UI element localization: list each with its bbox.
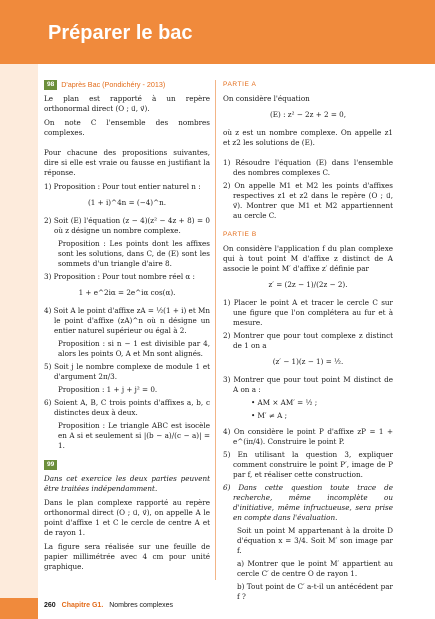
ex98-q1-formula: (1 + i)^4n = (−4)^n. bbox=[87, 198, 167, 207]
part-b-question-6b: b) Tout point de C′ a-t-il un antécédent par f ? bbox=[237, 582, 393, 601]
part-a-equation: (E) : z² − 2z + 2 = 0, bbox=[269, 110, 347, 119]
ex98-q2-proposition: Proposition : Les points dont les affixes sont les solutions, dans C, de (E) sont les sommets d'un triangle d'aire 8. bbox=[58, 239, 210, 268]
part-b-question-6-note: 6) Dans cette question toute trace de recherche, même incomplète ou d'initiative, même infructueuse, sera prise en compte dans l'évaluation. bbox=[223, 483, 393, 522]
part-b-question-6-text: Soit un point M appartenant à la droite D d'équation x = 3/4. Soit M′ son image par f. bbox=[237, 526, 393, 555]
ex98-q6-proposition: Proposition : Le triangle ABC est isocèle en A si et seulement si |(b − a)/(c − a)| = 1. bbox=[58, 421, 210, 450]
part-b-question-6a: a) Montrer que le point M′ appartient au cercle C′ de centre O de rayon 1. bbox=[237, 559, 393, 578]
part-b-question-3: 3) Montrer que pour tout point M distinct de A on a : bbox=[223, 375, 393, 394]
ex99-intro-1: Dans le plan complexe rapporté au repère orthonormal direct (O ; u⃗, v⃗), on appelle A le point d'affixe 1 et C le cercle de centre A et de rayon 1. bbox=[44, 498, 210, 537]
left-margin-stripe bbox=[0, 64, 38, 619]
ex98-q4-proposition: Proposition : si n − 1 est divisible par 4, alors les points O, A et Mn sont alignés. bbox=[58, 339, 210, 358]
exercise-title: D'après Bac (Pondichéry - 2013) bbox=[61, 80, 166, 89]
column-divider bbox=[215, 80, 216, 580]
part-b-question-2: 2) Montrer que pour tout complexe z distinct de 1 on a bbox=[223, 331, 393, 350]
part-a-title: PARTIE A bbox=[223, 81, 257, 88]
part-b-question-4: 4) On considère le point P d'affixe zP = 1 + e^(iπ/4). Construire le point P. bbox=[223, 427, 393, 446]
ex98-question-1: 1) Proposition : Pour tout entier naturel n : bbox=[44, 182, 201, 191]
part-b-formula: z′ = (2z − 1)/(2z − 2). bbox=[268, 280, 348, 289]
left-column bbox=[44, 80, 210, 576]
chapter-topic: Nombres complexes bbox=[109, 602, 174, 609]
page-footer bbox=[44, 602, 173, 609]
ex98-question-3: 3) Proposition : Pour tout nombre réel α : bbox=[44, 272, 195, 281]
ex98-q3-formula: 1 + e^2iα = 2e^iα cos(α). bbox=[78, 288, 176, 297]
part-b-q3-bullets bbox=[251, 398, 393, 421]
ex99-intro-2: La figure sera réalisée sur une feuille de papier millimétrée avec 4 cm pour unité graphique. bbox=[44, 542, 210, 571]
part-a-question-1: 1) Résoudre l'équation (E) dans l'ensemble des nombres complexes C. bbox=[223, 158, 393, 177]
right-column bbox=[223, 80, 393, 605]
exercise-number-badge: 99 bbox=[44, 460, 57, 470]
part-b-q2-formula: (z′ − 1)(z − 1) = ½. bbox=[272, 357, 344, 366]
part-b-title: PARTIE B bbox=[223, 231, 257, 238]
exercise-99-header bbox=[44, 460, 210, 470]
part-b-question-1: 1) Placer le point A et tracer le cercle C sur une figure que l'on complétera au fur et à mesure. bbox=[223, 298, 393, 327]
bullet-item: • M′ ≠ A ; bbox=[251, 411, 288, 420]
ex98-intro-3: Pour chacune des propositions suivantes, dire si elle est vraie ou fausse en justifiant la réponse. bbox=[44, 148, 210, 177]
ex98-q5-proposition: Proposition : 1 + j + j² = 0. bbox=[58, 385, 158, 394]
ex98-question-2: 2) Soit (E) l'équation (z − 4)(z² − 4z + 8) = 0 où z désigne un nombre complexe. bbox=[44, 216, 210, 235]
ex98-intro-1: Le plan est rapporté à un repère orthonormal direct (O ; u⃗, v⃗). bbox=[44, 94, 210, 113]
ex98-question-5: 5) Soit j le nombre complexe de module 1 et d'argument 2π/3. bbox=[44, 362, 210, 381]
ex99-note: Dans cet exercice les deux parties peuvent être traitées indépendamment. bbox=[44, 474, 210, 493]
exercise-number-badge: 98 bbox=[44, 80, 57, 90]
page-number: 260 bbox=[44, 602, 56, 609]
ex98-intro-2: On note C l'ensemble des nombres complexes. bbox=[44, 118, 210, 137]
page-header bbox=[0, 0, 435, 64]
page-title: Préparer le bac bbox=[48, 22, 193, 44]
ex98-question-4: 4) Soit A le point d'affixe zA = ½(1 + i) et Mn le point d'affixe (zA)^n où n désigne un entier naturel supérieur ou égal à 2. bbox=[44, 306, 210, 335]
part-b-intro: On considère l'application f du plan complexe qui à tout point M d'affixe z distinct de A associe le point M′ d'affixe z′ définie par bbox=[223, 244, 393, 273]
footer-color-block bbox=[0, 598, 38, 619]
chapter-label: Chapitre G1. bbox=[61, 602, 104, 609]
bullet-item: • AM × AM′ = ½ ; bbox=[251, 398, 318, 407]
part-a-text: où z est un nombre complexe. On appelle z1 et z2 les solutions de (E). bbox=[223, 128, 393, 147]
part-a-question-2: 2) On appelle M1 et M2 les points d'affixes respectives z1 et z2 dans le repère (O ; u⃗, v⃗). Montrer que M1 et M2 appartiennent au cercle C. bbox=[223, 181, 393, 220]
exercise-98-header bbox=[44, 80, 210, 90]
ex98-question-6: 6) Soient A, B, C trois points d'affixes a, b, c distinctes deux à deux. bbox=[44, 398, 210, 417]
part-b-question-5: 5) En utilisant la question 3, expliquer comment construire le point P′, image de P par f, et réaliser cette construction. bbox=[223, 450, 393, 479]
part-a-intro: On considère l'équation bbox=[223, 94, 310, 103]
